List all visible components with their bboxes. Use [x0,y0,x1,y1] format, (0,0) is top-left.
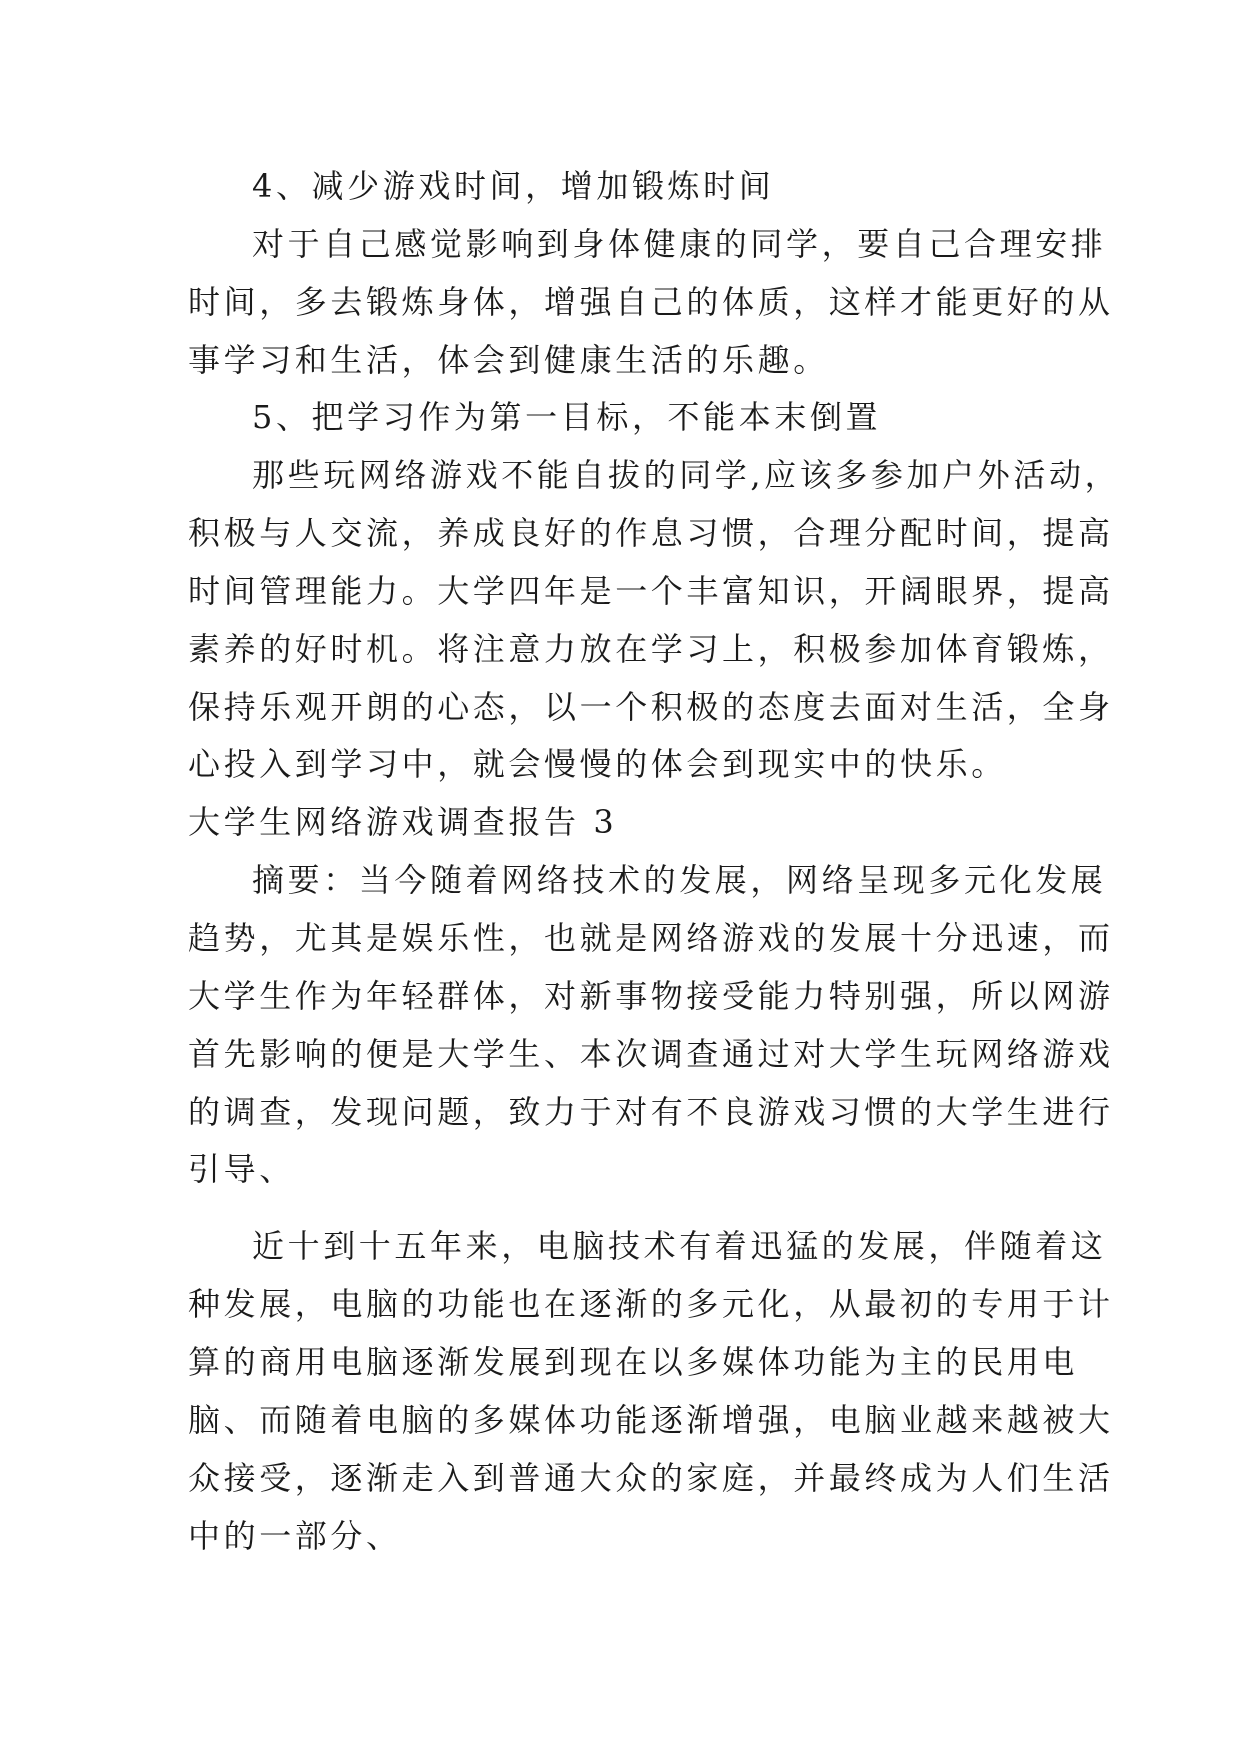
paragraph-line: 时间管理能力。大学四年是一个丰富知识，开阔眼界，提高 [188,572,1114,610]
abstract-line: 首先影响的便是大学生、本次调查通过对大学生玩网络游戏 [188,1035,1114,1073]
paragraph-line: 种发展，电脑的功能也在逐渐的多元化，从最初的专用于计 [188,1285,1114,1323]
abstract-line: 的调查，发现问题，致力于对有不良游戏习惯的大学生进行 [188,1093,1114,1131]
paragraph-line: 心投入到学习中，就会慢慢的体会到现实中的快乐。 [188,745,1007,783]
paragraph-line: 时间，多去锻炼身体，增强自己的体质，这样才能更好的从 [188,283,1114,321]
paragraph-line: 脑、而随着电脑的多媒体功能逐渐增强，电脑业越来越被大 [188,1401,1114,1439]
paragraph-line: 近十到十五年来，电脑技术有着迅猛的发展，伴随着这 [252,1227,1107,1265]
abstract-line: 大学生作为年轻群体，对新事物接受能力特别强，所以网游 [188,977,1114,1015]
abstract-line: 引导、 [188,1150,295,1188]
paragraph-line: 众接受，逐渐走入到普通大众的家庭，并最终成为人们生活 [188,1459,1114,1497]
paragraph-line: 那些玩网络游戏不能自拔的同学,应该多参加户外活动， [252,456,1121,494]
abstract-line: 趋势，尤其是娱乐性，也就是网络游戏的发展十分迅速，而 [188,919,1114,957]
paragraph-line: 素养的好时机。将注意力放在学习上，积极参加体育锻炼， [188,630,1114,668]
paragraph-line: 对于自己感觉影响到身体健康的同学，要自己合理安排 [252,225,1107,263]
paragraph-line: 积极与人交流，养成良好的作息习惯，合理分配时间，提高 [188,514,1114,552]
paragraph-line: 中的一部分、 [188,1517,402,1555]
abstract-line: 摘要：当今随着网络技术的发展，网络呈现多元化发展 [252,861,1107,899]
report-title: 大学生网络游戏调查报告 3 [188,803,618,841]
section-heading-5: 5、把学习作为第一目标，不能本末倒置 [252,398,882,436]
paragraph-line: 保持乐观开朗的心态，以一个积极的态度去面对生活，全身 [188,688,1114,726]
section-heading-4: 4、减少游戏时间，增加锻炼时间 [252,167,775,205]
paragraph-line: 事学习和生活，体会到健康生活的乐趣。 [188,341,829,379]
paragraph-line: 算的商用电脑逐渐发展到现在以多媒体功能为主的民用电 [188,1343,1079,1381]
